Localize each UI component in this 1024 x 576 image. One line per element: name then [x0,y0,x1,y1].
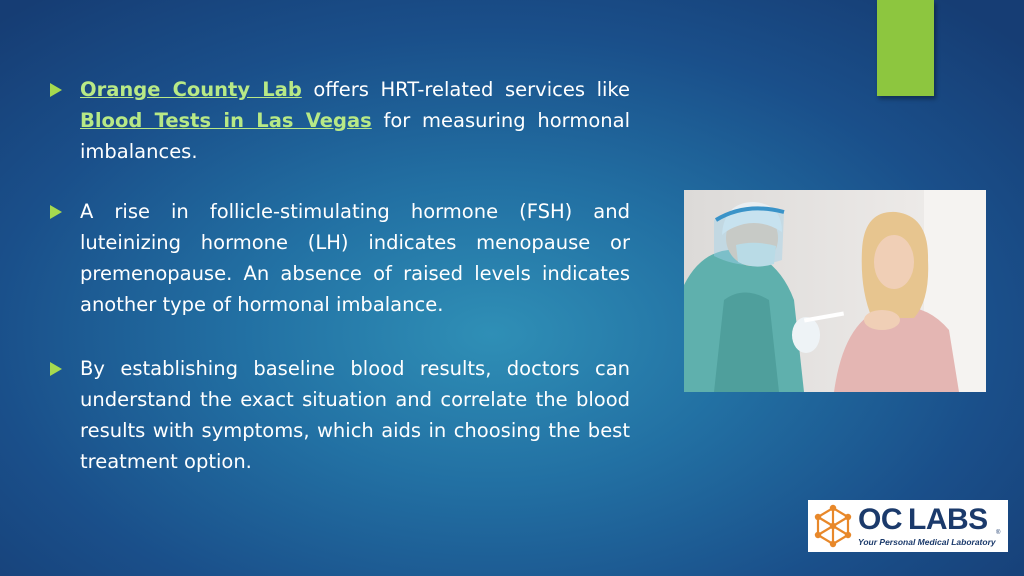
bullet-text: A rise in follicle-stimulating hormone (FSH) and luteinizing hormone (LH) indicates menopause or premenopause. An absence of raised levels indicates another type of hormonal imbalance. [80,200,630,316]
bullet-text: By establishing baseline blood results, doctors can understand the exact situation and correlate the blood results with symptoms, which aids in choosing the best treatment option. [80,357,630,473]
bullet-item-1 [50,74,630,167]
molecule-logo-icon [811,504,855,548]
oc-labs-logo [808,500,1008,552]
triangle-bullet-icon [50,205,62,219]
bullet-item-2 [50,196,630,320]
bullet-item-3 [50,353,630,477]
bullet-text: offers HRT-related services like [301,78,630,101]
doctor-patient-photo [684,190,986,392]
blood-tests-las-vegas-link[interactable]: Blood Tests in Las Vegas [80,109,372,132]
logo-tagline: Your Personal Medical Laboratory [858,537,996,547]
logo-name: OC LABS [858,503,988,536]
orange-county-lab-link[interactable]: Orange County Lab [80,78,302,101]
triangle-bullet-icon [50,83,62,97]
bullet-list [50,74,630,506]
bullet-text: for measuring hormonal imbalances. [80,109,630,163]
green-accent-bar [877,0,934,96]
registered-mark: ® [996,530,1001,536]
triangle-bullet-icon [50,362,62,376]
